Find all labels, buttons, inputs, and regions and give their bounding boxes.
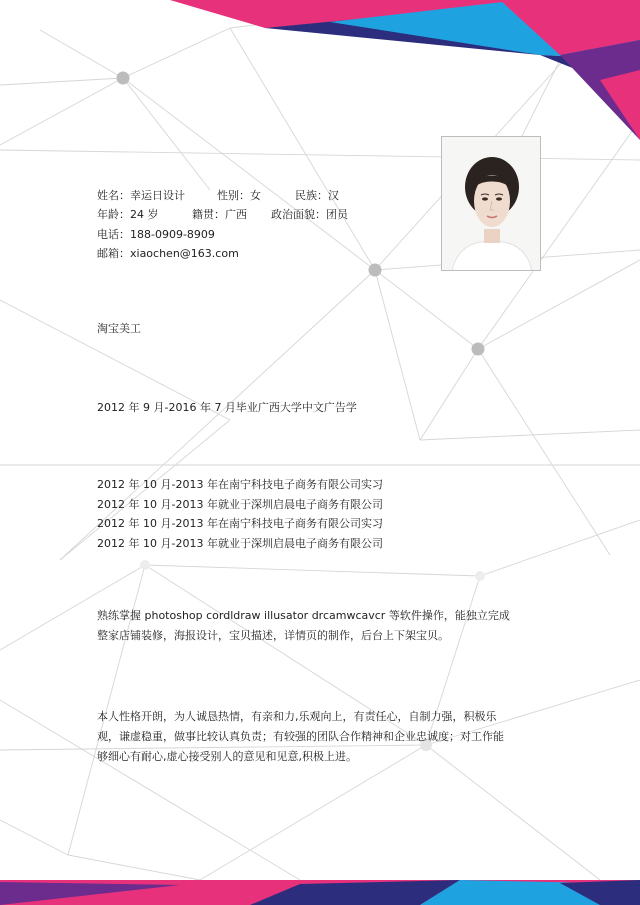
origin-value: 广西 — [225, 208, 247, 222]
info-row-3 — [97, 225, 348, 244]
age-label: 年龄： — [97, 208, 130, 222]
experience-item: 2012 年 10 月-2013 年就业于深圳启晨电子商务有限公司 — [97, 536, 383, 550]
phone-value: 188-0909-8909 — [130, 227, 215, 241]
origin-label: 籍贯： — [192, 208, 225, 222]
political-field — [271, 205, 348, 224]
self-evaluation-paragraph: 本人性格开朗，为人诚恳热情，有亲和力,乐观向上，有责任心，自制力强，积极乐观，谦虚稳重，做事比较认真负责；有较强的团队合作精神和企业忠诚度；对工作能够细心有耐心,虚心接受别人的意见和见意,积极上进。 — [97, 710, 504, 763]
experience-item: 2012 年 10 月-2013 年就业于深圳启晨电子商务有限公司 — [97, 497, 383, 511]
footer-band — [0, 880, 640, 905]
gender-value: 女 — [250, 189, 261, 202]
email-label: 邮箱： — [97, 246, 130, 260]
email-value: xiaochen@163.com — [130, 246, 239, 260]
name-field — [97, 186, 217, 205]
ethnicity-field — [295, 186, 339, 205]
age-field — [97, 205, 192, 224]
education-entry: 2012 年 9 月-2016 年 7 月毕业广西大学中文广告学 — [97, 401, 357, 414]
portrait-illustration — [442, 137, 541, 271]
gender-label: 性别： — [217, 189, 250, 202]
skills-paragraph: 熟练掌握 photoshop cordldraw illusator drcamwcavcr 等软件操作，能独立完成整家店铺装修，海报设计，宝贝描述，详情页的制作，后台上下架宝贝。 — [97, 609, 510, 642]
info-row-4 — [97, 244, 348, 263]
name-label: 姓名： — [97, 189, 130, 202]
political-value: 团员 — [326, 208, 348, 222]
ethnicity-value: 汉 — [328, 189, 339, 202]
experience-item: 2012 年 10 月-2013 年在南宁科技电子商务有限公司实习 — [97, 517, 383, 530]
age-value: 24 岁 — [130, 208, 159, 222]
experience-list — [97, 475, 383, 553]
phone-label: 电话： — [97, 227, 130, 241]
personal-info — [97, 186, 348, 263]
info-row-1 — [97, 186, 348, 205]
profile-photo — [441, 136, 541, 271]
political-label: 政治面貌： — [271, 208, 326, 222]
ethnicity-label: 民族： — [295, 189, 328, 202]
header-band — [170, 0, 640, 140]
job-objective: 淘宝美工 — [97, 322, 141, 335]
name-value: 幸运日设计 — [130, 189, 185, 202]
gender-field — [217, 186, 295, 205]
info-row-2 — [97, 205, 348, 224]
experience-item: 2012 年 10 月-2013 年在南宁科技电子商务有限公司实习 — [97, 478, 383, 491]
origin-field — [192, 205, 271, 224]
